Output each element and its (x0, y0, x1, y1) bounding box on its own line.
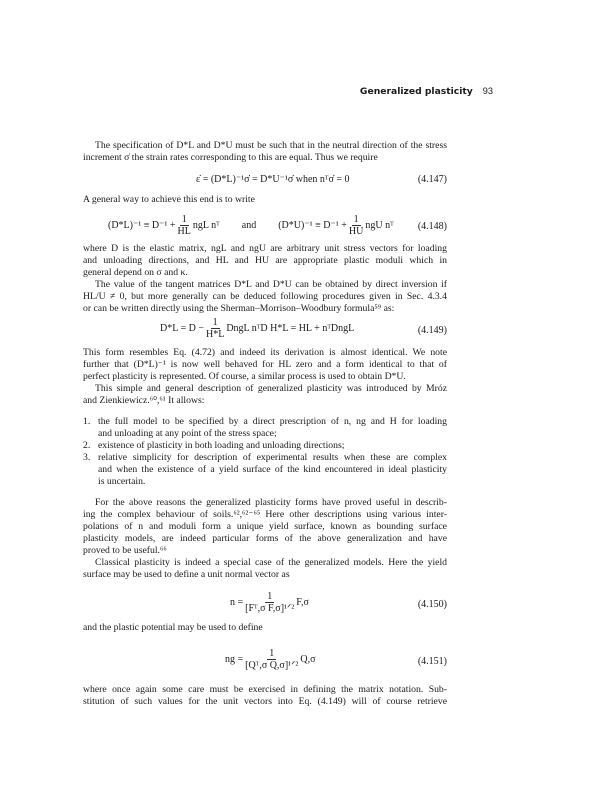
text-line: surface may be used to define a unit normal vector as (83, 569, 290, 580)
equation-part: ngL nᵀ (192, 219, 220, 231)
denominator: HL (177, 226, 191, 237)
denominator: HU (348, 226, 364, 237)
equation-part: (D*L)⁻¹ ≡ D⁻¹ + (108, 219, 176, 231)
text-line: The value of the tangent matrices D*L and D*U can be obtained by direct inversion if (95, 279, 447, 290)
equation-part: Q,σ (300, 653, 316, 665)
equation-4-148 (108, 214, 394, 237)
equation-part: ng = (225, 653, 244, 665)
text-line: and the plastic potential may be used to define (83, 622, 263, 633)
text-line: polations of n and moduli form a unique yield surface, known as bounding surface (83, 521, 447, 532)
numerator: 1 (267, 591, 273, 602)
list-number: 1. (83, 416, 91, 427)
equation-part: F,σ (296, 596, 309, 608)
text-line: This simple and general description of generalized plasticity was introduced by Mróz (95, 383, 447, 394)
text-line: and unloading directions, and HL and HU are appropriate plastic moduli which in (83, 255, 447, 266)
text-line: perfect plasticity is represented. Of course, a similar process is used to obtain D*U. (83, 371, 406, 382)
text-line: increment σ̇ the strain rates corresponding to this are equal. Thus we require (83, 152, 378, 163)
text-line: proved to be useful.⁶⁶ (83, 545, 167, 556)
text-line: stitution of such values for the unit vectors into Eq. (4.149) will of course retrieve (83, 696, 447, 707)
equation-number: (4.150) (417, 599, 447, 610)
equation-4-150 (230, 591, 309, 614)
list-item-line: is uncertain. (98, 476, 146, 487)
denominator: H*L (205, 329, 225, 340)
numerator: 1 (269, 648, 275, 659)
text-line: A general way to achieve this end is to write (83, 194, 255, 205)
text-line: where D is the elastic matrix, ngL and ngU are arbitrary unit stress vectors for loading (83, 243, 447, 254)
equation-body: ε̇ = (D*L)⁻¹σ̇ = D*U⁻¹σ̇ when nᵀσ̇ = 0 (196, 174, 350, 185)
equation-number: (4.151) (417, 656, 447, 667)
fraction (245, 591, 294, 614)
equation-part: ngU nᵀ (365, 219, 394, 231)
list-item-line: the full model to be specified by a direct prescription of n, ng and H for loading (98, 416, 447, 427)
equation-number: (4.148) (417, 221, 447, 232)
equation-number: (4.149) (417, 325, 447, 336)
equation-part: DngL nᵀD H*L = HL + nᵀDngL (226, 322, 355, 334)
text-line: The specification of D*L and D*U must be such that in the neutral direction of the stress (95, 140, 447, 151)
text-line: HL/U ≠ 0, but more generally can be deduced following procedures given in Sec. 4.3.4 (83, 291, 447, 302)
text-line: general depend on σ and κ. (83, 267, 188, 278)
fraction (349, 214, 363, 237)
text-line: ing the complex behaviour of soils.⁶²,⁶²⁻⁶⁵ Here other descriptions using various inter- (83, 509, 447, 520)
list-number: 2. (83, 440, 91, 451)
text-line: plasticity models, are indeed particular forms of the above generalization and have (83, 533, 447, 544)
equation-4-147 (196, 174, 350, 186)
text-line: For the above reasons the generalized plasticity forms have proved useful in describ- (95, 497, 447, 508)
list-item-line: existence of plasticity in both loading and unloading directions; (98, 440, 345, 451)
denominator: [Fᵀ,σ F,σ]¹ᐟ² (245, 603, 295, 614)
text-line: This form resembles Eq. (4.72) and indeed its derivation is almost identical. We note (83, 347, 447, 358)
fraction (178, 214, 191, 237)
numerator: 1 (212, 317, 218, 328)
text-line: or can be written directly using the Sherman–Morrison–Woodbury formula⁵⁹ as: (83, 303, 395, 314)
list-item-line: relative simplicity for description of experimental results when these are complex (98, 452, 447, 463)
fraction (206, 317, 224, 340)
fraction (245, 648, 298, 671)
equation-part: n = (230, 596, 244, 608)
list-item-line: and unloading at any point of the stress space; (98, 428, 277, 439)
list-number: 3. (83, 452, 91, 463)
equation-4-149 (160, 317, 354, 340)
text-line: and Zienkiewicz.⁶⁰,⁶¹ It allows: (83, 395, 205, 406)
header-title: Generalized plasticity (359, 86, 473, 97)
text-line: where once again some care must be exercised in defining the matrix notation. Sub- (83, 684, 447, 695)
running-header (360, 86, 493, 97)
page-number: 93 (482, 86, 493, 96)
text-line: Classical plasticity is indeed a special case of the generalized models. Here the yield (95, 557, 447, 568)
numerator: 1 (353, 214, 359, 225)
equation-4-151 (225, 648, 316, 671)
equation-part: and (241, 219, 257, 231)
numerator: 1 (181, 214, 187, 225)
equation-part: (D*U)⁻¹ ≡ D⁻¹ + (278, 219, 347, 231)
equation-number: (4.147) (417, 174, 447, 185)
equation-part: D*L = D − (160, 322, 204, 334)
text-line: further that (D*L)⁻¹ is now well behaved for HL zero and a form identical to that of (83, 359, 447, 370)
list-item-line: and when the existence of a yield surface of the kind encountered in ideal plasticity (98, 464, 447, 475)
denominator: [Qᵀ,σ Q,σ]¹ᐟ² (245, 660, 299, 671)
